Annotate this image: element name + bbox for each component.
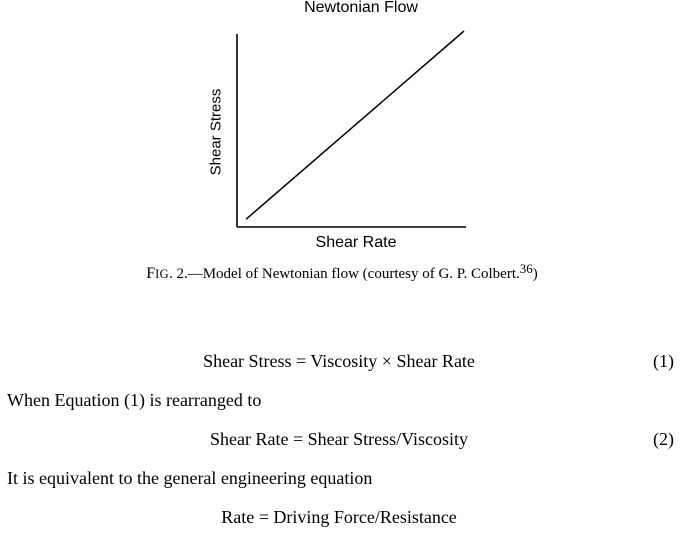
caption-text: Model of Newtonian flow (courtesy of G. P. Colbert.: [202, 266, 520, 282]
y-axis-label: Shear Stress: [207, 88, 225, 176]
caption-close: ): [532, 266, 538, 282]
flow-line-series-0: [246, 31, 464, 219]
equation-2-text: Shear Rate = Shear Stress/Viscosity: [209, 429, 469, 449]
caption-reference: 36: [519, 261, 533, 276]
equation-2: [0, 428, 684, 450]
equation-1-text: Shear Stress = Viscosity × Shear Rate: [203, 351, 475, 371]
paragraph-1: When Equation (1) is rearranged to: [7, 390, 262, 410]
caption-fig-rest: IG: [155, 267, 169, 281]
caption-fig-number: . 2.: [168, 266, 188, 282]
x-axis-label: Shear Rate: [315, 234, 397, 251]
series-layer: [246, 31, 464, 219]
equation-1: [0, 350, 684, 372]
figure-caption: [0, 261, 684, 284]
equation-3-text: Rate = Driving Force/Resistance: [221, 507, 457, 527]
caption-fig-initial: F: [146, 265, 156, 282]
chart-title: Newtonian Flow: [304, 0, 418, 16]
equation-2-number: (2): [653, 429, 674, 449]
paragraph-2: It is equivalent to the general engineering equation: [7, 468, 373, 488]
newtonian-flow-chart: [0, 0, 684, 260]
equation-1-number: (1): [653, 351, 674, 371]
equation-3: [0, 506, 684, 528]
caption-dash: —: [187, 266, 203, 282]
